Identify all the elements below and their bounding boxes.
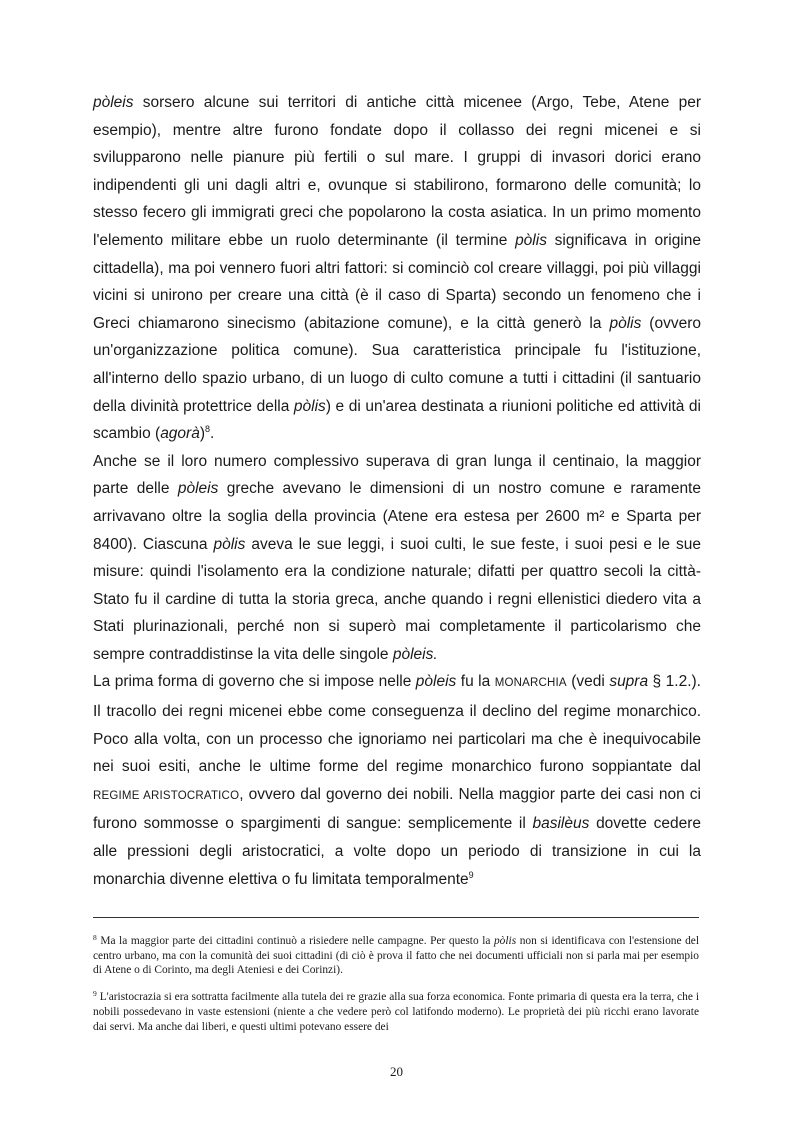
text-run: greche avevano le dimensioni di un nostro comune e raramente arrivavano oltre la soglia della provincia (Atene era estesa per 2600 m² e Sparta per 8400). Ciascuna bbox=[93, 480, 701, 553]
italic-term: pòleis bbox=[177, 480, 219, 498]
small-caps-term: MONARCHIA bbox=[494, 677, 567, 690]
text-run: dovette cedere alle pressioni degli aristocratici, a volte dopo un periodo di transizione in cui la monarchia divenne elettiva o fu limitata temporalmente bbox=[93, 815, 701, 888]
paragraph-1 bbox=[93, 89, 701, 448]
footnotes bbox=[93, 934, 699, 1034]
small-caps-term: REGIME ARISTOCRATICO bbox=[93, 789, 240, 802]
text-run: sorsero alcune sui territori di antiche città micenee (Argo, Tebe, Atene per esempio), mentre altre furono fondate dopo il collasso dei regni micenei e si svilupparono nelle pianure più fertili o sul mare. I gruppi di invasori dorici erano indipendenti gli uni dagli altri e, ovunque si stabilirono, formarono delle comunità; lo stesso fecero gli immigrati greci che popolarono la costa asiatica. In un primo momento l'elemento militare ebbe un ruolo determinante (il termine bbox=[93, 94, 701, 249]
text-run: La prima forma di governo che si impose nelle bbox=[93, 673, 416, 691]
text-run: ) bbox=[199, 425, 206, 443]
page-number: 20 bbox=[390, 1064, 403, 1079]
italic-term: pòleis. bbox=[392, 645, 438, 663]
footnote-9 bbox=[93, 990, 699, 1034]
text-run: (vedi bbox=[566, 673, 610, 691]
footnote-number: 8 bbox=[93, 933, 97, 942]
italic-term: supra bbox=[609, 673, 649, 691]
footnote-separator bbox=[93, 917, 699, 918]
text-run: (ovvero un'organizzazione politica comune). Sua caratteristica principale fu l'istituzione, all'interno dello spazio urbano, di un luogo di culto comune a tutti i cittadini (il santuario della divinità protettrice della bbox=[93, 314, 701, 415]
footnote-number: 9 bbox=[93, 989, 97, 999]
italic-term: pòlis bbox=[609, 314, 642, 332]
text-run: L'aristocrazia si era sottratta facilmente alla tutela dei re grazie alla sua forza economica. Fonte primaria di questa era la terra, che i nobili possedevano in vaste estensioni (niente a che vedere però col latifondo moderno). Le proprietà dei più ricchi erano lavorate dai servi. Ma anche dai liberi, e questi ultimi potevano essere dei bbox=[93, 991, 699, 1033]
footnote-8 bbox=[93, 934, 699, 978]
footnote-ref-8[interactable]: 8 bbox=[205, 424, 211, 435]
italic-term: agorà bbox=[160, 425, 200, 443]
text-run: Anche se il loro numero complessivo superava di gran lunga il centinaio, la maggior parte delle bbox=[93, 452, 701, 498]
text-run: ) e di un'area destinata a riunioni politiche ed attività di scambio ( bbox=[93, 397, 701, 443]
text-run: , ovvero dal governo dei nobili. Nella maggior parte dei casi non ci furono sommosse o spargimenti di sangue: semplicemente il bbox=[93, 785, 701, 833]
italic-term: pòlis bbox=[515, 231, 547, 249]
text-run: aveva le sue leggi, i suoi culti, le sue feste, i suoi pesi e le sue misure: quindi l'isolamento era la condizione naturale; difatti per quattro secoli la città-Stato fu il cardine di tutta la storia greca, anche quando i regni ellenistici diedero vita a Stati plurinazionali, perché non si superò mai completamente il particolarismo che sempre contraddistinse la vita delle singole bbox=[93, 535, 701, 663]
italic-term: pòleis bbox=[415, 673, 457, 691]
italic-term: pòleis bbox=[93, 94, 134, 111]
italic-term: pòlis bbox=[213, 535, 246, 553]
italic-term: pòlis bbox=[293, 397, 326, 415]
text-run: § 1.2.). Il tracollo dei regni micenei ebbe come conseguenza il declino del regime monarchico. Poco alla volta, con un processo che ignoriamo nei particolari ma che è inequivocabile nei suoi esiti, anche le ultime forme del regime monarchico furono soppiantate dal bbox=[93, 673, 701, 776]
paragraph-2 bbox=[93, 448, 701, 669]
italic-term: basilèus bbox=[532, 815, 590, 833]
text-run: . bbox=[210, 425, 215, 443]
footnote-ref-9[interactable]: 9 bbox=[468, 869, 474, 880]
text-run: fu la bbox=[456, 673, 495, 691]
text-run: non si identificava con l'estensione del centro urbano, ma con la comunità dei suoi cittadini (di ciò è prova il fatto che nei documenti ufficiali non si parla mai per esempio di Atene o di Corinto, ma degli Ateniesi e dei Corinzi). bbox=[93, 935, 699, 977]
text-run: significava in origine cittadella), ma poi vennero fuori altri fattori: si cominciò col creare villaggi, poi più villaggi vicini si unirono per creare una città (è il caso di Sparta) secondo un fenomeno che i Greci chiamarono sinecismo (abitazione comune), e la città generò la bbox=[93, 231, 701, 332]
paragraph-3 bbox=[93, 668, 701, 893]
text-run: Ma la maggior parte dei cittadini continuò a risiedere nelle campagne. Per questo la bbox=[96, 935, 494, 947]
body-text bbox=[93, 89, 701, 893]
italic-term: pòlis bbox=[493, 935, 517, 947]
